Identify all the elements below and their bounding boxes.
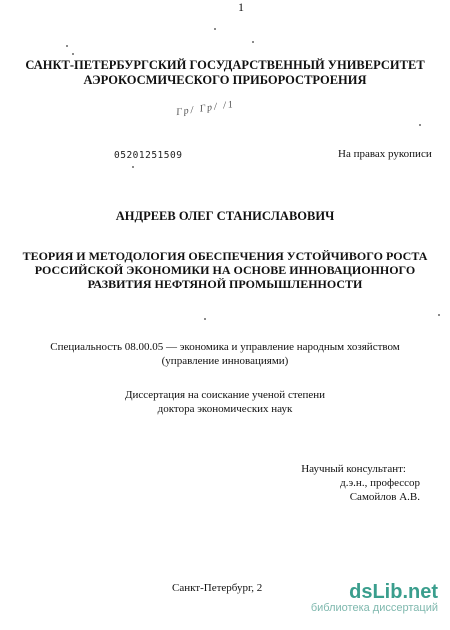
author-name: АНДРЕЕВ ОЛЕГ СТАНИСЛАВОВИЧ <box>115 209 335 223</box>
handwritten-mark: Гр/ Гр/ /1 <box>175 98 236 119</box>
scientific-consultant <box>220 462 420 504</box>
page-number: 1 <box>238 0 244 14</box>
scan-speck <box>438 314 440 316</box>
catalog-code: 05201251509 <box>114 150 183 161</box>
title-line-2: РОССИЙСКОЙ ЭКОНОМИКИ НА ОСНОВЕ ИННОВАЦИОННОГО <box>34 263 416 277</box>
watermark-tagline: библиотека диссертаций <box>310 602 438 614</box>
rights-note: На правах рукописи <box>338 148 432 160</box>
watermark-logo[interactable] <box>311 582 438 614</box>
consultant-name: Самойлов А.В. <box>349 491 420 503</box>
specialty-line-1: Специальность 08.00.05 — экономика и управление народным хозяйством <box>50 341 400 353</box>
degree-line-2: доктора экономических наук <box>157 403 293 415</box>
scan-speck <box>419 124 421 126</box>
consultant-title: Научный консультант: <box>301 463 406 475</box>
scan-speck <box>252 41 254 43</box>
dissertation-title <box>0 249 450 291</box>
specialty-line-2: (управление инновациями) <box>161 355 289 367</box>
university-line-2: АЭРОКОСМИЧЕСКОГО ПРИБОРОСТРОЕНИЯ <box>83 73 367 87</box>
scan-speck <box>204 318 206 320</box>
scan-speck <box>132 166 134 168</box>
degree-line-1: Диссертация на соискание ученой степени <box>124 389 326 401</box>
title-line-3: РАЗВИТИЯ НЕФТЯНОЙ ПРОМЫШЛЕННОСТИ <box>87 277 363 291</box>
title-line-1: ТЕОРИЯ И МЕТОДОЛОГИЯ ОБЕСПЕЧЕНИЯ УСТОЙЧИВОГО РОСТА <box>22 249 428 263</box>
consultant-rank: д.э.н., профессор <box>340 477 420 489</box>
scan-speck <box>72 53 74 55</box>
university-line-1: САНКТ-ПЕТЕРБУРГСКИЙ ГОСУДАРСТВЕННЫЙ УНИВЕРСИТЕТ <box>25 58 425 72</box>
watermark-name: dsLib.net <box>349 581 438 603</box>
scan-speck <box>66 45 68 47</box>
university-name <box>0 58 450 88</box>
scan-speck <box>214 28 216 30</box>
degree-statement <box>0 388 450 416</box>
specialty <box>0 340 450 368</box>
city-year: Санкт-Петербург, 2 <box>172 582 263 594</box>
